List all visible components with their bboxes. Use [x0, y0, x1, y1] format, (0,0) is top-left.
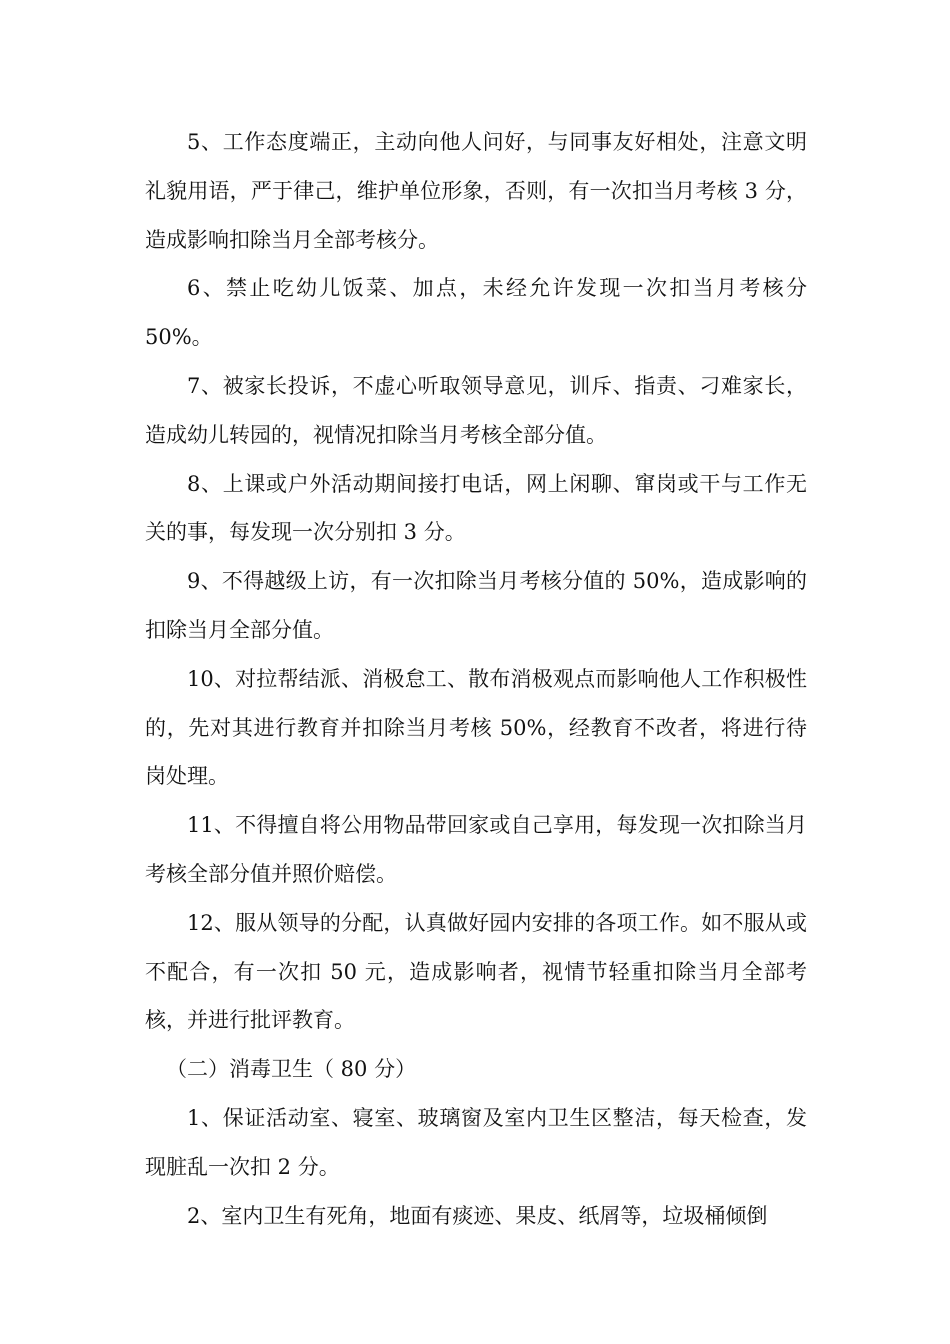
- paragraph-6-food: 6、禁止吃幼儿饭菜、加点，未经允许发现一次扣当月考核分 50%。: [145, 276, 807, 350]
- paragraph-5-attitude: 5、工作态度端正，主动向他人问好，与同事友好相处，注意文明礼貌用语，严于律己，维护单位形象，否则，有一次扣当月考核 3 分，造成影响扣除当月全部考核分。: [145, 130, 807, 252]
- paragraph-12-obedience: 12、服从领导的分配，认真做好园内安排的各项工作。如不服从或不配合，有一次扣 50 元，造成影响者，视情节轻重扣除当月全部考核，并进行批评教育。: [145, 910, 807, 1033]
- paragraph-9-petition: 9、不得越级上访，有一次扣除当月考核分值的 50%，造成影响的扣除当月全部分值。: [145, 569, 807, 642]
- hygiene-paragraph-1: 1、保证活动室、寝室、玻璃窗及室内卫生区整洁，每天检查，发现脏乱一次扣 2 分。: [145, 1105, 807, 1179]
- paragraph-10-factions: 10、对拉帮结派、消极怠工、散布消极观点而影响他人工作积极性的，先对其进行教育并扣除当月考核 50%，经教育不改者，将进行待岗处理。: [145, 666, 807, 789]
- paragraph-7-complaints: 7、被家长投诉，不虚心听取领导意见，训斥、指责、刁难家长，造成幼儿转园的，视情况扣除当月考核全部分值。: [145, 373, 807, 447]
- section-heading-hygiene: （二）消毒卫生（ 80 分）: [166, 1057, 417, 1082]
- paragraph-8-phone: 8、上课或户外活动期间接打电话，网上闲聊、窜岗或干与工作无关的事，每发现一次分别扣 3 分。: [145, 471, 807, 545]
- hygiene-paragraph-2: 2、室内卫生有死角，地面有痰迹、果皮、纸屑等，垃圾桶倾倒: [187, 1203, 768, 1228]
- document-body: [145, 118, 807, 1240]
- paragraph-11-property: 11、不得擅自将公用物品带回家或自己享用，每发现一次扣除当月考核全部分值并照价赔偿。: [145, 813, 807, 886]
